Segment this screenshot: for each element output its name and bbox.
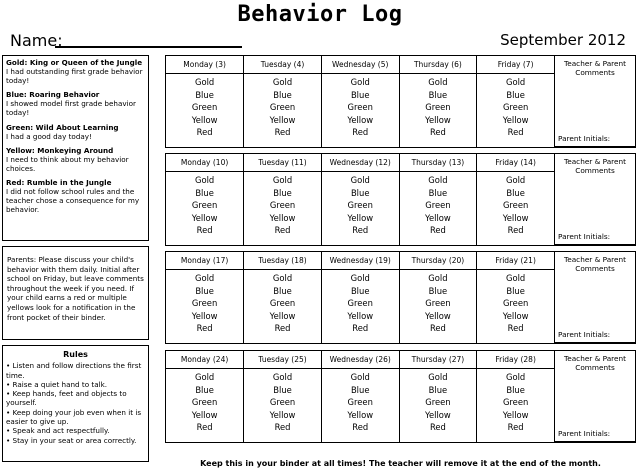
comments-label: Teacher & Parent Comments xyxy=(564,59,626,77)
day-header: Monday (10) xyxy=(166,154,244,172)
color-option[interactable]: Green xyxy=(191,397,218,407)
color-option[interactable]: Gold xyxy=(350,273,370,283)
color-option[interactable]: Gold xyxy=(428,273,448,283)
color-option[interactable]: Blue xyxy=(506,89,525,100)
color-choices[interactable] xyxy=(477,74,555,147)
color-option[interactable]: Red xyxy=(507,127,524,137)
color-option[interactable]: Blue xyxy=(273,187,292,198)
color-choices[interactable] xyxy=(244,270,322,343)
legend-entry xyxy=(6,178,145,214)
parent-initials-label: Parent Initials: xyxy=(558,429,611,438)
week-2-table xyxy=(165,153,636,246)
day-header: Tuesday (11) xyxy=(244,154,322,172)
name-line xyxy=(55,46,242,48)
rule-item: • Stay in your seat or area correctly. xyxy=(6,435,137,445)
rules-title: Rules xyxy=(63,350,88,359)
legend-text: I need to think about my behavior choices. xyxy=(6,154,129,173)
page-title: Behavior Log xyxy=(237,2,403,27)
color-legend xyxy=(2,55,149,241)
color-option[interactable]: Red xyxy=(429,422,446,432)
comments-cell[interactable] xyxy=(555,154,636,245)
color-option[interactable]: Red xyxy=(196,127,213,137)
color-option[interactable]: Red xyxy=(429,323,446,333)
rule-item: • Speak and act respectfully. xyxy=(6,426,110,436)
color-choices[interactable] xyxy=(244,172,322,245)
day-header: Friday (14) xyxy=(477,154,555,172)
color-option[interactable]: Gold xyxy=(350,372,370,382)
legend-entry xyxy=(6,90,145,117)
color-option[interactable]: Yellow xyxy=(425,310,451,321)
color-option[interactable]: Green xyxy=(502,102,529,112)
day-header: Wednesday (26) xyxy=(321,351,399,369)
rule-item: • Keep doing your job even when it is easier to give up. xyxy=(6,407,142,427)
legend-entry xyxy=(6,146,145,173)
legend-text: I had a good day today! xyxy=(6,131,92,141)
color-option[interactable]: Blue xyxy=(506,285,525,296)
rules-box xyxy=(2,345,149,462)
week-3-table xyxy=(165,251,636,344)
color-choices[interactable] xyxy=(399,74,477,147)
color-choices[interactable] xyxy=(399,369,477,442)
legend-head: Blue: Roaring Behavior xyxy=(6,90,100,100)
legend-text: I showed model first grade behavior today! xyxy=(6,99,136,118)
color-option[interactable]: Red xyxy=(274,127,291,137)
color-option[interactable]: Blue xyxy=(350,89,370,100)
color-option[interactable]: Red xyxy=(352,323,369,333)
color-choices[interactable] xyxy=(321,369,399,442)
day-header: Friday (21) xyxy=(477,252,555,270)
color-option[interactable]: Yellow xyxy=(269,310,296,321)
color-option[interactable]: Gold xyxy=(505,175,526,185)
day-header: Tuesday (25) xyxy=(244,351,322,369)
comments-cell[interactable] xyxy=(555,351,636,442)
color-option[interactable]: Yellow xyxy=(347,212,374,223)
color-option[interactable]: Gold xyxy=(428,175,448,185)
color-choices[interactable] xyxy=(477,270,555,343)
parent-initials-label: Parent Initials: xyxy=(558,134,611,143)
comments-label: Teacher & Parent Comments xyxy=(564,157,626,175)
day-header: Thursday (20) xyxy=(399,252,477,270)
color-option[interactable]: Blue xyxy=(428,384,448,395)
color-option[interactable]: Yellow xyxy=(425,409,451,420)
color-choices[interactable] xyxy=(166,74,244,147)
parent-initials-label: Parent Initials: xyxy=(558,232,611,241)
color-option[interactable]: Gold xyxy=(272,77,293,87)
comments-cell[interactable] xyxy=(555,56,636,147)
name-label: Name: xyxy=(10,31,63,50)
color-option[interactable]: Green xyxy=(191,102,218,112)
date-label: September 2012 xyxy=(500,31,626,49)
color-option[interactable]: Blue xyxy=(428,187,448,198)
color-option[interactable]: Yellow xyxy=(425,212,451,223)
color-option[interactable]: Gold xyxy=(350,77,370,87)
color-option[interactable]: Red xyxy=(196,225,213,235)
color-option[interactable]: Red xyxy=(507,422,524,432)
day-header: Tuesday (18) xyxy=(244,252,322,270)
color-choices[interactable] xyxy=(321,74,399,147)
rule-item: • Listen and follow directions the first time. xyxy=(6,361,142,380)
color-option[interactable]: Blue xyxy=(195,187,214,198)
day-header: Monday (17) xyxy=(166,252,244,270)
day-header: Thursday (6) xyxy=(399,56,477,74)
color-option[interactable]: Green xyxy=(502,298,529,308)
legend-head: Green: Wild About Learning xyxy=(6,122,119,132)
color-option[interactable]: Red xyxy=(429,225,446,235)
color-option[interactable]: Green xyxy=(347,298,373,308)
color-option[interactable]: Blue xyxy=(195,89,214,100)
color-option[interactable]: Yellow xyxy=(347,310,374,321)
color-option[interactable]: Gold xyxy=(272,175,293,185)
day-header: Thursday (13) xyxy=(399,154,477,172)
color-option[interactable]: Gold xyxy=(194,77,215,87)
color-option[interactable]: Red xyxy=(429,127,446,137)
color-option[interactable]: Yellow xyxy=(425,114,451,125)
color-option[interactable]: Green xyxy=(191,200,218,210)
color-option[interactable]: Gold xyxy=(505,77,526,87)
color-option[interactable]: Green xyxy=(347,200,373,210)
color-option[interactable]: Green xyxy=(269,397,296,407)
color-option[interactable]: Red xyxy=(274,225,291,235)
color-option[interactable]: Yellow xyxy=(502,114,529,125)
color-option[interactable]: Gold xyxy=(428,77,448,87)
day-header: Thursday (27) xyxy=(399,351,477,369)
color-option[interactable]: Gold xyxy=(194,273,215,283)
color-option[interactable]: Gold xyxy=(428,372,448,382)
parents-note: Parents: Please discuss your child's behavior with them daily. Initial after school on Friday, but leave comments throughout the week if you need. If your child earns a red or multiple yellows look for a notification in the front pocket of their binder. xyxy=(2,246,149,340)
color-option[interactable]: Blue xyxy=(195,285,214,296)
color-option[interactable]: Gold xyxy=(272,273,293,283)
color-option[interactable]: Blue xyxy=(506,384,525,395)
color-option[interactable]: Yellow xyxy=(502,310,529,321)
color-option[interactable]: Red xyxy=(196,422,213,432)
comments-cell[interactable] xyxy=(555,252,636,343)
color-option[interactable]: Green xyxy=(425,200,451,210)
comments-label: Teacher & Parent Comments xyxy=(564,354,626,372)
color-option[interactable]: Green xyxy=(269,298,296,308)
color-choices[interactable] xyxy=(477,172,555,245)
color-option[interactable]: Yellow xyxy=(502,409,529,420)
day-header: Wednesday (5) xyxy=(321,56,399,74)
color-option[interactable]: Blue xyxy=(350,384,370,395)
color-option[interactable]: Blue xyxy=(273,384,292,395)
color-option[interactable]: Green xyxy=(347,102,373,112)
color-option[interactable]: Blue xyxy=(273,285,292,296)
day-header: Friday (7) xyxy=(477,56,555,74)
color-option[interactable]: Green xyxy=(502,200,529,210)
day-header: Wednesday (19) xyxy=(321,252,399,270)
color-option[interactable]: Blue xyxy=(428,89,448,100)
week-1-table xyxy=(165,55,636,148)
day-header: Wednesday (12) xyxy=(321,154,399,172)
footer-note: Keep this in your binder at all times! The teacher will remove it at the end of the month. xyxy=(200,459,601,468)
color-option[interactable]: Gold xyxy=(272,372,293,382)
color-choices[interactable] xyxy=(166,270,244,343)
color-choices[interactable] xyxy=(321,270,399,343)
day-header: Friday (28) xyxy=(477,351,555,369)
color-option[interactable]: Yellow xyxy=(502,212,529,223)
color-option[interactable]: Red xyxy=(352,422,369,432)
color-option[interactable]: Yellow xyxy=(347,409,374,420)
color-option[interactable]: Red xyxy=(507,225,524,235)
week-4-table xyxy=(165,350,636,443)
color-option[interactable]: Green xyxy=(502,397,529,407)
color-option[interactable]: Green xyxy=(425,298,451,308)
color-option[interactable]: Yellow xyxy=(269,212,296,223)
color-choices[interactable] xyxy=(399,270,477,343)
color-option[interactable]: Red xyxy=(274,422,291,432)
color-option[interactable]: Yellow xyxy=(191,310,218,321)
color-option[interactable]: Gold xyxy=(505,273,526,283)
color-option[interactable]: Blue xyxy=(195,384,214,395)
color-option[interactable]: Yellow xyxy=(191,212,218,223)
color-option[interactable]: Red xyxy=(274,323,291,333)
color-option[interactable]: Red xyxy=(196,323,213,333)
day-header: Tuesday (4) xyxy=(244,56,322,74)
color-option[interactable]: Green xyxy=(425,102,451,112)
color-option[interactable]: Green xyxy=(347,397,373,407)
color-choices[interactable] xyxy=(399,172,477,245)
color-option[interactable]: Green xyxy=(191,298,218,308)
legend-text: I had outstanding first grade behavior today! xyxy=(6,67,143,86)
legend-head: Red: Rumble in the Jungle xyxy=(6,178,112,188)
legend-head: Gold: King or Queen of the Jungle xyxy=(6,58,143,67)
color-choices[interactable] xyxy=(166,172,244,245)
color-option[interactable]: Gold xyxy=(505,372,526,382)
color-option[interactable]: Blue xyxy=(350,187,370,198)
color-option[interactable]: Blue xyxy=(273,89,292,100)
color-option[interactable]: Gold xyxy=(194,175,215,185)
color-option[interactable]: Yellow xyxy=(269,409,296,420)
color-choices[interactable] xyxy=(244,74,322,147)
legend-text: I did not follow school rules and the teacher chose a consequence for my behavior. xyxy=(6,187,140,215)
color-option[interactable]: Green xyxy=(269,200,296,210)
color-option[interactable]: Yellow xyxy=(191,114,218,125)
color-option[interactable]: Red xyxy=(507,323,524,333)
parent-initials-label: Parent Initials: xyxy=(558,330,611,339)
color-option[interactable]: Gold xyxy=(350,175,370,185)
comments-label: Teacher & Parent Comments xyxy=(564,255,626,273)
color-option[interactable]: Blue xyxy=(428,285,448,296)
color-option[interactable]: Green xyxy=(269,102,296,112)
color-option[interactable]: Gold xyxy=(194,372,215,382)
day-header: Monday (24) xyxy=(166,351,244,369)
color-option[interactable]: Blue xyxy=(350,285,370,296)
rule-item: • Raise a quiet hand to talk. xyxy=(6,379,108,389)
day-header: Monday (3) xyxy=(166,56,244,74)
color-choices[interactable] xyxy=(166,369,244,442)
legend-entry xyxy=(6,58,145,85)
color-option[interactable]: Yellow xyxy=(191,409,218,420)
color-option[interactable]: Blue xyxy=(506,187,525,198)
color-option[interactable]: Yellow xyxy=(269,114,296,125)
color-option[interactable]: Red xyxy=(352,127,369,137)
color-option[interactable]: Green xyxy=(425,397,451,407)
color-option[interactable]: Red xyxy=(352,225,369,235)
color-option[interactable]: Yellow xyxy=(347,114,374,125)
color-choices[interactable] xyxy=(244,369,322,442)
color-choices[interactable] xyxy=(321,172,399,245)
legend-head: Yellow: Monkeying Around xyxy=(6,145,114,155)
legend-entry xyxy=(6,123,145,141)
color-choices[interactable] xyxy=(477,369,555,442)
rule-item: • Keep hands, feet and objects to yourself. xyxy=(6,389,127,408)
